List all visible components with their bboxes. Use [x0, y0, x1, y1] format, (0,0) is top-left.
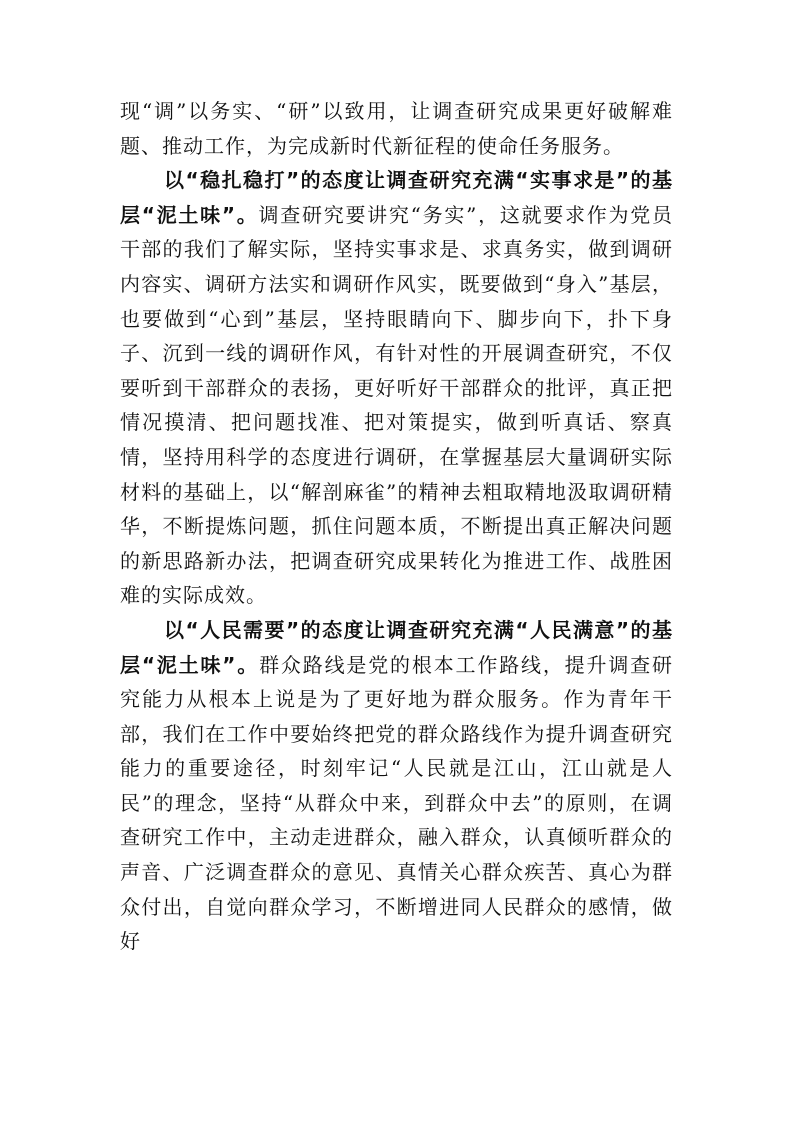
paragraph-heading: 以“人民需要”的态度让调查研究充满“人民满意”的基层“泥土味”。 [120, 617, 673, 677]
paragraph-continuation [120, 94, 673, 163]
document-page [120, 94, 673, 959]
paragraph-text: 现“调”以务实、“研”以致用，让调查研究成果更好破解难题、推动工作，为完成新时代新征程的使命任务服务。 [120, 99, 673, 158]
paragraph-text: 群众路线是党的根本工作路线，提升调查研究能力从根本上说是为了更好地为群众服务。作为青年干部，我们在工作中要始终把党的群众路线作为提升调查研究能力的重要途径，时刻牢记“人民就是江山，江山就是人民”的理念，坚持“从群众中来，到群众中去”的原则，在调查研究工作中，主动走进群众，融入群众，认真倾听群众的声音、广泛调查群众的意见、真情关心群众疾苦、真心为群众付出，自觉向群众学习，不断增进同人民群众的感情，做好 [120, 652, 673, 954]
paragraph-people-needs [120, 613, 673, 959]
paragraph-steady-approach [120, 163, 673, 613]
paragraph-heading: 以“稳扎稳打”的态度让调查研究充满“实事求是”的基层“泥土味”。 [120, 168, 673, 227]
paragraph-text: 调查研究要讲究“务实”，这就要求作为党员干部的我们了解实际，坚持实事求是、求真务实，做到调研内容实、调研方法实和调研作风实，既要做到“身入”基层，也要做到“心到”基层，坚持眼睛向下、脚步向下，扑下身子、沉到一线的调研作风，有针对性的开展调查研究，不仅要听到干部群众的表扬，更好听好干部群众的批评，真正把情况摸清、把问题找准、把对策提实，做到听真话、察真情，坚持用科学的态度进行调研，在掌握基层大量调研实际材料的基础上，以“解剖麻雀”的精神去粗取精地汲取调研精华，不断提炼问题，抓住问题本质，不断提出真正解决问题的新思路新办法，把调查研究成果转化为推进工作、战胜困难的实际成效。 [120, 202, 674, 608]
